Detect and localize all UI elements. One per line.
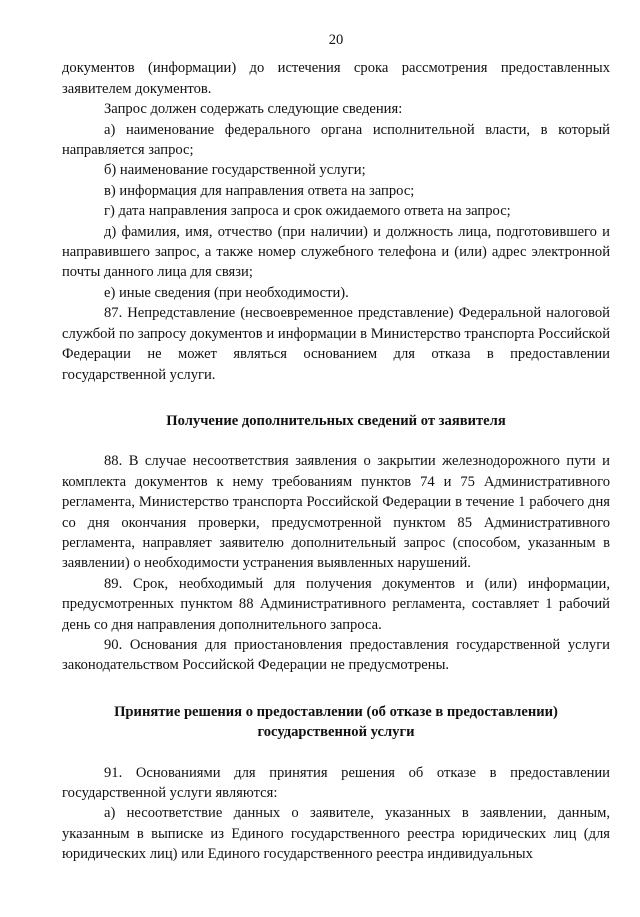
- paragraph-89: 89. Срок, необходимый для получения документов и (или) информации, предусмотренных пунктом 88 Административного регламента, составляет 1 рабочий день со дня направления дополнительного запроса.: [62, 575, 610, 633]
- paragraph-item-g: г) дата направления запроса и срок ожидаемого ответа на запрос;: [104, 203, 511, 220]
- paragraph-88: 88. В случае несоответствия заявления о закрытии железнодорожного пути и комплекта документов к нему требованиям пунктов 74 и 75 Административного регламента, Министерство транспорта Российской Федерации в течение 1 рабочего дня со дня окончания проверки, предусмотренной пунктом 85 Административного регламента, направляет заявителю дополнительный запрос (способом, указанным в заявлении) о необходимости устранения выявленных нарушений.: [62, 453, 610, 572]
- paragraph-item-v: в) информация для направления ответа на запрос;: [104, 182, 415, 199]
- paragraph-item-e: е) иные сведения (при необходимости).: [104, 284, 349, 301]
- paragraph-item-d: д) фамилия, имя, отчество (при наличии) и должность лица, подготовившего и направившего запрос, а также номер служебного телефона и (или) адрес электронной почты данного лица для связи;: [62, 223, 610, 281]
- section-heading-additional-info: Получение дополнительных сведений от заявителя: [166, 412, 506, 429]
- paragraph-91-item-a: а) несоответствие данных о заявителе, указанных в заявлении, данным, указанным в выписке из Единого государственного реестра юридических лиц (для юридических лиц) или Единого государственного реестра индивидуальных: [62, 805, 610, 863]
- paragraph-90: 90. Основания для приостановления предоставления государственной услуги законодательством Российской Федерации не предусмотрены.: [62, 636, 610, 674]
- paragraph-item-b: б) наименование государственной услуги;: [104, 162, 366, 179]
- paragraph-continuation: документов (информации) до истечения срока рассмотрения предоставленных заявителем документов.: [62, 60, 610, 97]
- paragraph-request-contents: Запрос должен содержать следующие сведения:: [104, 101, 403, 118]
- paragraph-item-a: а) наименование федерального органа исполнительной власти, в который направляется запрос;: [62, 121, 610, 159]
- paragraph-87: 87. Непредставление (несвоевременное представление) Федеральной налоговой службой по запросу документов и информации в Министерство транспорта Российской Федерации не может являться основанием для отказа в предоставлении государственной услуги.: [62, 305, 610, 383]
- page-number: 20: [328, 32, 344, 48]
- document-page: [62, 30, 610, 865]
- section-heading-decision-line-2: государственной услуги: [257, 724, 415, 741]
- section-heading-decision-line-1: Принятие решения о предоставлении (об отказе в предоставлении): [114, 703, 558, 720]
- paragraph-91: 91. Основаниями для принятия решения об отказе в предоставлении государственной услуги являются:: [62, 764, 610, 801]
